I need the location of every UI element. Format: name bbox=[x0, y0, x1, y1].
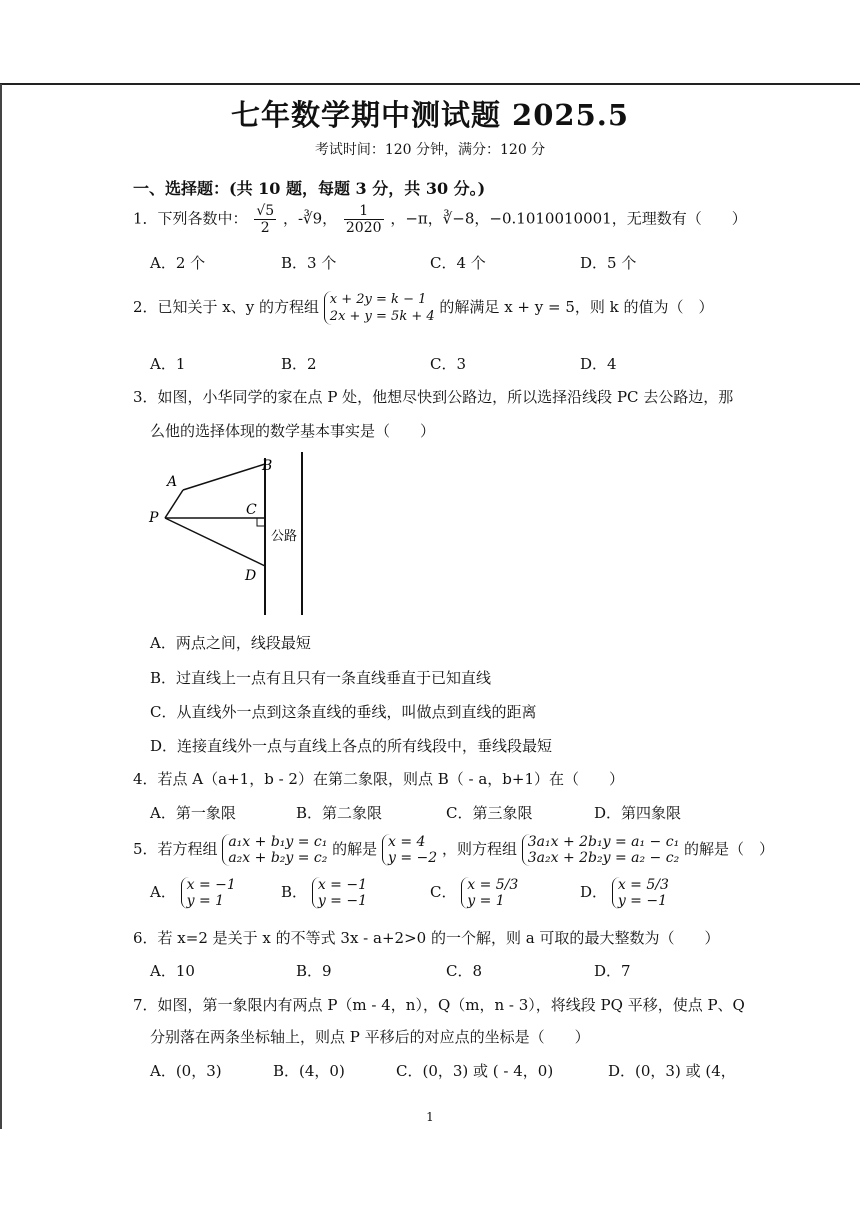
q1-option-b: B．3 个 bbox=[281, 254, 337, 272]
q5-option-c-eq1: x = 5/3 bbox=[467, 877, 519, 893]
label-B: B bbox=[262, 458, 273, 474]
q1-suffix: ，−π，∛−8，−0.1010010001，无理数有（ ） bbox=[390, 209, 747, 228]
segment-PD bbox=[165, 518, 265, 566]
q5-sys2-eq2: 3a₂x + 2b₂y = a₂ − c₂ bbox=[527, 850, 680, 866]
q1-item2: ，-∛9， bbox=[282, 209, 338, 228]
label-road: 公路 bbox=[271, 529, 298, 544]
q7-option-d: D．(0，3) 或 (4， bbox=[608, 1062, 736, 1080]
q5-option-a-label: A． bbox=[150, 883, 176, 901]
q5-option-c-eq2: y = 1 bbox=[467, 893, 505, 909]
q3-option-c: C．从直线外一点到这条直线的垂线，叫做点到直线的距离 bbox=[150, 703, 537, 721]
q6-option-b: B．9 bbox=[296, 962, 332, 980]
q1-fraction-1 bbox=[254, 203, 276, 236]
q5-option-a-eq2: y = 1 bbox=[186, 893, 225, 909]
q5-option-c-label: C． bbox=[430, 883, 457, 901]
q5-option-b-eq2: y = −1 bbox=[317, 893, 367, 909]
q7-option-c: C．(0，3) 或 ( - 4，0) bbox=[396, 1062, 554, 1080]
question-1 bbox=[133, 203, 747, 236]
q5-sol-eq1: x = 4 bbox=[387, 834, 426, 850]
q2-eq2: 2x + y = 5k + 4 bbox=[329, 309, 435, 324]
q5-system-2 bbox=[522, 834, 679, 866]
q2-eq1: x + 2y = k − 1 bbox=[329, 292, 427, 307]
segment-PA bbox=[165, 490, 183, 518]
q5-sol-eq2: y = −2 bbox=[387, 850, 438, 866]
segment-AB bbox=[183, 464, 265, 490]
exam-subtitle: 考试时间：120 分钟，满分：120 分 bbox=[314, 142, 546, 158]
q7-line2: 分别落在两条坐标轴上，则点 P 平移后的对应点的坐标是（ ） bbox=[150, 1028, 590, 1046]
q1-prefix: 1．下列各数中： bbox=[133, 209, 248, 228]
q1-frac2-num: 1 bbox=[344, 203, 384, 220]
q6-option-c: C．8 bbox=[446, 962, 483, 980]
q5-option-a bbox=[150, 877, 236, 909]
q5-option-b bbox=[281, 877, 367, 909]
right-angle-mark bbox=[257, 518, 265, 526]
q5-option-a-eq1: x = −1 bbox=[186, 877, 236, 893]
q1-option-d: D．5 个 bbox=[580, 254, 637, 272]
q3-line2: 么他的选择体现的数学基本事实是（ ） bbox=[150, 422, 436, 440]
q2-option-b: B．2 bbox=[281, 355, 317, 373]
question-6: 6．若 x=2 是关于 x 的不等式 3x - a+2>0 的一个解，则 a 可取的最大整数为（ ） bbox=[133, 929, 720, 947]
q7-line1: 7．如图，第一象限内有两点 P（m - 4，n），Q（m，n - 3），将线段 PQ 平移，使点 P、Q bbox=[133, 996, 745, 1014]
q5-option-b-eq1: x = −1 bbox=[317, 877, 367, 893]
q4-option-a: A．第一象限 bbox=[150, 804, 236, 822]
q5-system-1 bbox=[222, 834, 327, 866]
q5-mid2: ，则方程组 bbox=[441, 840, 517, 858]
q2-suffix: 的解满足 x + y = 5，则 k 的值为（ ） bbox=[439, 298, 714, 316]
q5-option-c bbox=[430, 877, 518, 909]
q6-option-d: D．7 bbox=[594, 962, 631, 980]
q2-equation-system bbox=[324, 291, 435, 325]
q1-option-a: A．2 个 bbox=[150, 254, 206, 272]
question-2 bbox=[133, 291, 714, 325]
exam-title: 七年数学期中测试题 2025.5 bbox=[230, 98, 630, 132]
q2-option-a: A．1 bbox=[150, 355, 186, 373]
top-border-line bbox=[0, 83, 860, 85]
q3-option-a: A．两点之间，线段最短 bbox=[150, 634, 311, 652]
q3-option-d: D．连接直线外一点与直线上各点的所有线段中，垂线段最短 bbox=[150, 737, 553, 755]
q5-option-a-system bbox=[181, 877, 236, 909]
page-number: 1 bbox=[426, 1110, 434, 1124]
q5-option-c-system bbox=[461, 877, 518, 909]
q4-option-b: B．第二象限 bbox=[296, 804, 383, 822]
question-4: 4．若点 A（a+1，b - 2）在第二象限，则点 B（ - a，b+1）在（ ） bbox=[133, 770, 625, 788]
q3-figure bbox=[145, 450, 315, 620]
left-border-line bbox=[0, 84, 2, 1129]
q5-option-d bbox=[580, 877, 669, 909]
q1-fraction-2 bbox=[344, 203, 384, 236]
q4-option-d: D．第四象限 bbox=[594, 804, 682, 822]
q5-option-d-eq1: x = 5/3 bbox=[617, 877, 669, 893]
question-5 bbox=[133, 834, 774, 866]
q5-option-b-label: B． bbox=[281, 883, 308, 901]
label-C: C bbox=[246, 502, 257, 518]
q1-frac1-num: √5 bbox=[256, 203, 275, 219]
q2-option-c: C．3 bbox=[430, 355, 467, 373]
q5-option-d-label: D． bbox=[580, 883, 608, 901]
section-heading: 一、选择题：(共 10 题，每题 3 分，共 30 分。) bbox=[133, 179, 486, 198]
q3-option-b: B．过直线上一点有且只有一条直线垂直于已知直线 bbox=[150, 669, 492, 687]
q5-option-d-system bbox=[612, 877, 669, 909]
q2-prefix: 2．已知关于 x、y 的方程组 bbox=[133, 298, 320, 316]
q5-suffix: 的解是（ ） bbox=[683, 840, 774, 858]
q4-option-c: C．第三象限 bbox=[446, 804, 533, 822]
q3-line1: 3．如图，小华同学的家在点 P 处，他想尽快到公路边，所以选择沿线段 PC 去公路边，那 bbox=[133, 388, 734, 406]
q7-option-a: A．(0，3) bbox=[150, 1062, 222, 1080]
q1-frac2-den: 2020 bbox=[345, 220, 382, 236]
q5-mid1: 的解是 bbox=[332, 840, 378, 858]
q5-sys2-eq1: 3a₁x + 2b₁y = a₁ − c₁ bbox=[527, 834, 680, 850]
q5-sys1-eq1: a₁x + b₁y = c₁ bbox=[228, 834, 328, 850]
q7-option-b: B．(4，0) bbox=[273, 1062, 345, 1080]
q2-option-d: D．4 bbox=[580, 355, 617, 373]
q6-option-a: A．10 bbox=[150, 962, 195, 980]
q1-option-c: C．4 个 bbox=[430, 254, 486, 272]
label-D: D bbox=[245, 568, 257, 584]
label-A: A bbox=[167, 474, 178, 490]
q5-sys1-eq2: a₂x + b₂y = c₂ bbox=[228, 850, 328, 866]
label-P: P bbox=[149, 510, 159, 526]
q1-frac1-den: 2 bbox=[260, 220, 270, 236]
q5-option-d-eq2: y = −1 bbox=[617, 893, 667, 909]
q5-solution bbox=[382, 834, 437, 866]
q5-prefix: 5．若方程组 bbox=[133, 840, 218, 858]
q5-option-b-system bbox=[312, 877, 367, 909]
